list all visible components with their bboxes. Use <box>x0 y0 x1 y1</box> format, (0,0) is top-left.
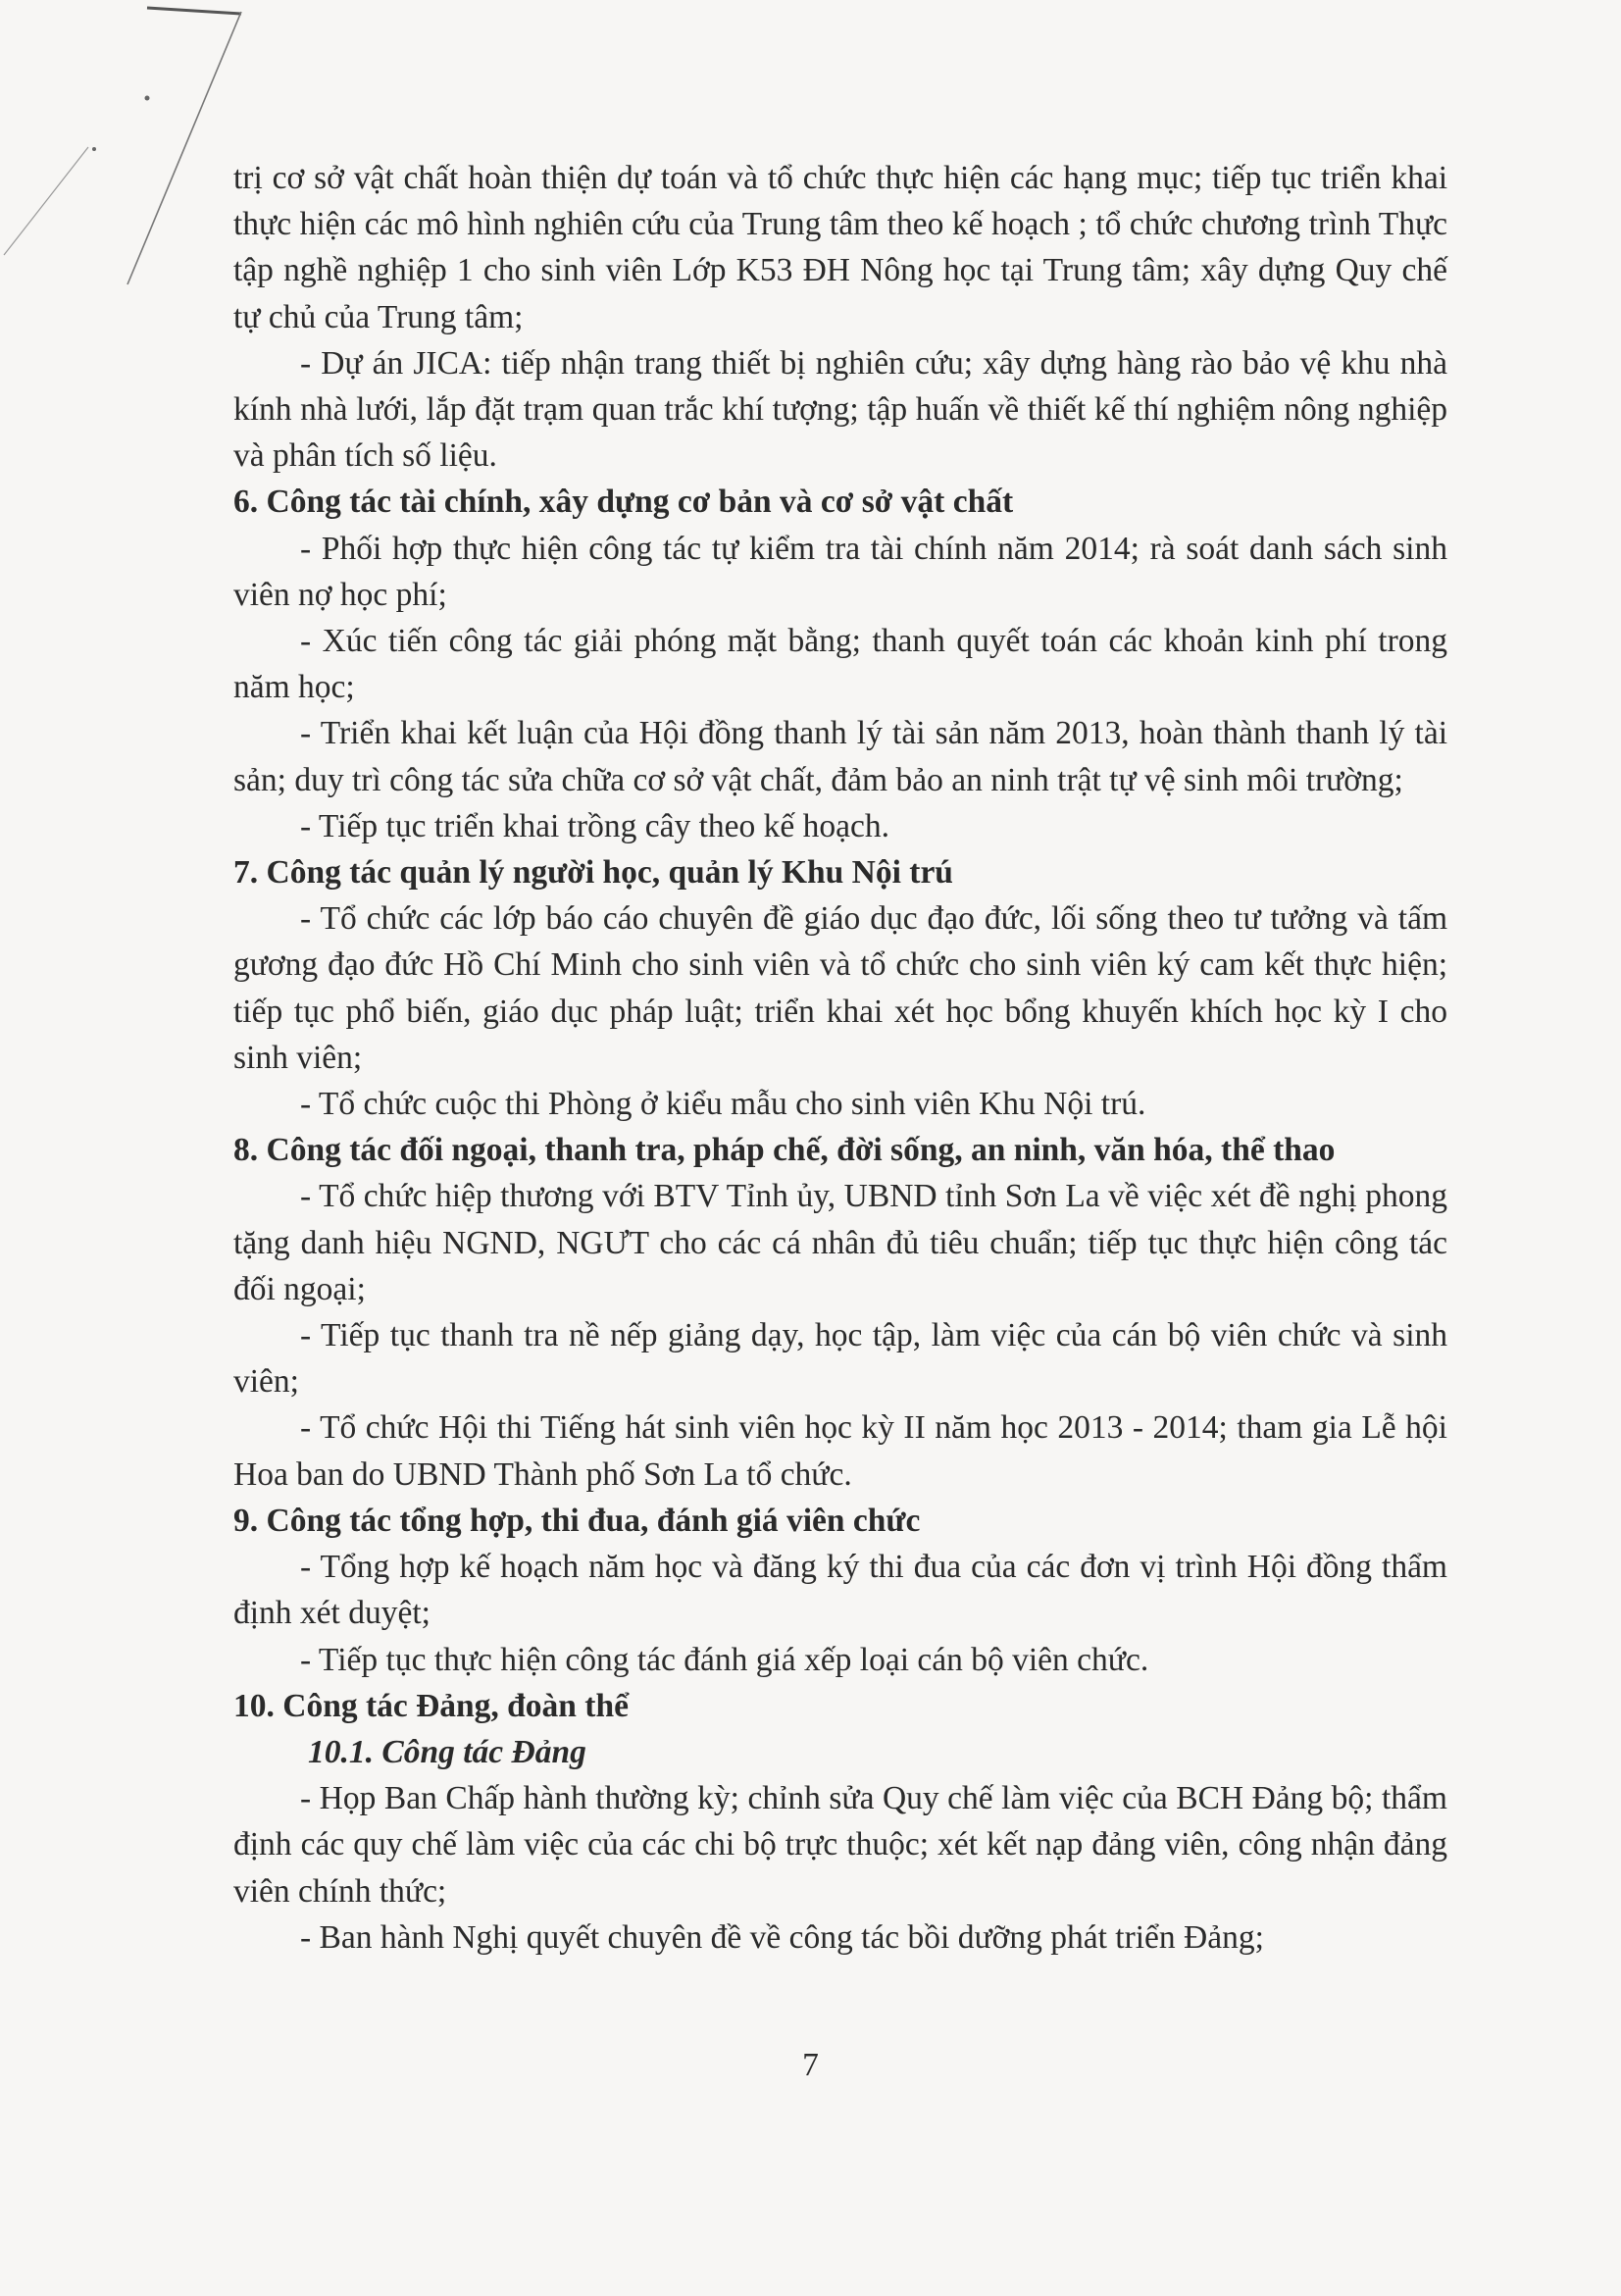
paragraph-ethics-education: - Tổ chức các lớp báo cáo chuyên đề giáo dục đạo đức, lối sống theo tư tưởng và tấm gương đạo đức Hồ Chí Minh cho sinh viên và tổ chức cho sinh viên ký cam kết thực hiện; tiếp tục phổ biến, giáo dục pháp luật; triển khai xét học bổng khuyến khích học kỳ I cho sinh viên; <box>233 900 1447 1076</box>
paragraph-asset-liquidation: - Triển khai kết luận của Hội đồng thanh lý tài sản năm 2013, hoàn thành thanh lý tài sản; duy trì công tác sửa chữa cơ sở vật chất, đảm bảo an ninh trật tự vệ sinh môi trường; <box>233 715 1447 798</box>
paragraph-site-clearance: - Xúc tiến công tác giải phóng mặt bằng; thanh quyết toán các khoản kinh phí trong năm học; <box>233 623 1447 706</box>
section-heading-7: 7. Công tác quản lý người học, quản lý Khu Nội trú <box>233 854 953 892</box>
paragraph-party-resolution: - Ban hành Nghị quyết chuyên đề về công tác bồi dưỡng phát triển Đảng; <box>300 1918 1264 1956</box>
document-body <box>233 155 1447 1961</box>
page-number: 7 <box>802 2047 819 2083</box>
paragraph-continued: trị cơ sở vật chất hoàn thiện dự toán và tổ chức thực hiện các hạng mục; tiếp tục triển khai thực hiện các mô hình nghiên cứu của Trung tâm theo kế hoạch ; tổ chức chương trình Thực tập nghề nghiệp 1 cho sinh viên Lớp K53 ĐH Nông học tại Trung tâm; xây dựng Quy chế tự chủ của Trung tâm; <box>233 160 1447 335</box>
paragraph-finance-audit: - Phối hợp thực hiện công tác tự kiểm tra tài chính năm 2014; rà soát danh sách sinh viên nợ học phí; <box>233 530 1447 613</box>
paragraph-singing-contest: - Tổ chức Hội thi Tiếng hát sinh viên học kỳ II năm học 2013 - 2014; tham gia Lễ hội Hoa ban do UBND Thành phố Sơn La tổ chức. <box>233 1409 1447 1493</box>
paragraph-consultation: - Tổ chức hiệp thương với BTV Tỉnh ủy, UBND tỉnh Sơn La về việc xét đề nghị phong tặng danh hiệu NGND, NGƯT cho các cá nhân đủ tiêu chuẩn; tiếp tục thực hiện công tác đối ngoại; <box>233 1178 1447 1307</box>
section-heading-8: 8. Công tác đối ngoại, thanh tra, pháp chế, đời sống, an ninh, văn hóa, thể thao <box>233 1132 1336 1169</box>
section-heading-9: 9. Công tác tổng hợp, thi đua, đánh giá viên chức <box>233 1502 921 1539</box>
paragraph-emulation-plan: - Tổng hợp kế hoạch năm học và đăng ký thi đua của các đơn vị trình Hội đồng thẩm định xét duyệt; <box>233 1549 1447 1632</box>
section-heading-6: 6. Công tác tài chính, xây dựng cơ bản và cơ sở vật chất <box>233 484 1014 521</box>
paragraph-model-room-contest: - Tổ chức cuộc thi Phòng ở kiểu mẫu cho sinh viên Khu Nội trú. <box>300 1086 1146 1123</box>
section-heading-10: 10. Công tác Đảng, đoàn thể <box>233 1687 629 1724</box>
paragraph-tree-planting: - Tiếp tục triển khai trồng cây theo kế hoạch. <box>300 807 889 844</box>
paragraph-jica: - Dự án JICA: tiếp nhận trang thiết bị nghiên cứu; xây dựng hàng rào bảo vệ khu nhà kính nhà lưới, lắp đặt trạm quan trắc khí tượng; tập huấn về thiết kế thí nghiệm nông nghiệp và phân tích số liệu. <box>233 344 1447 475</box>
paragraph-staff-evaluation: - Tiếp tục thực hiện công tác đánh giá xếp loại cán bộ viên chức. <box>300 1641 1149 1678</box>
subsection-heading-10-1: 10.1. Công tác Đảng <box>308 1733 586 1770</box>
paragraph-inspection: - Tiếp tục thanh tra nề nếp giảng dạy, học tập, làm việc của cán bộ viên chức và sinh viên; <box>233 1317 1447 1401</box>
paragraph-executive-meeting: - Họp Ban Chấp hành thường kỳ; chỉnh sửa Quy chế làm việc của BCH Đảng bộ; thẩm định các quy chế làm việc của các chi bộ trực thuộc; xét kết nạp đảng viên, công nhận đảng viên chính thức; <box>233 1780 1447 1910</box>
